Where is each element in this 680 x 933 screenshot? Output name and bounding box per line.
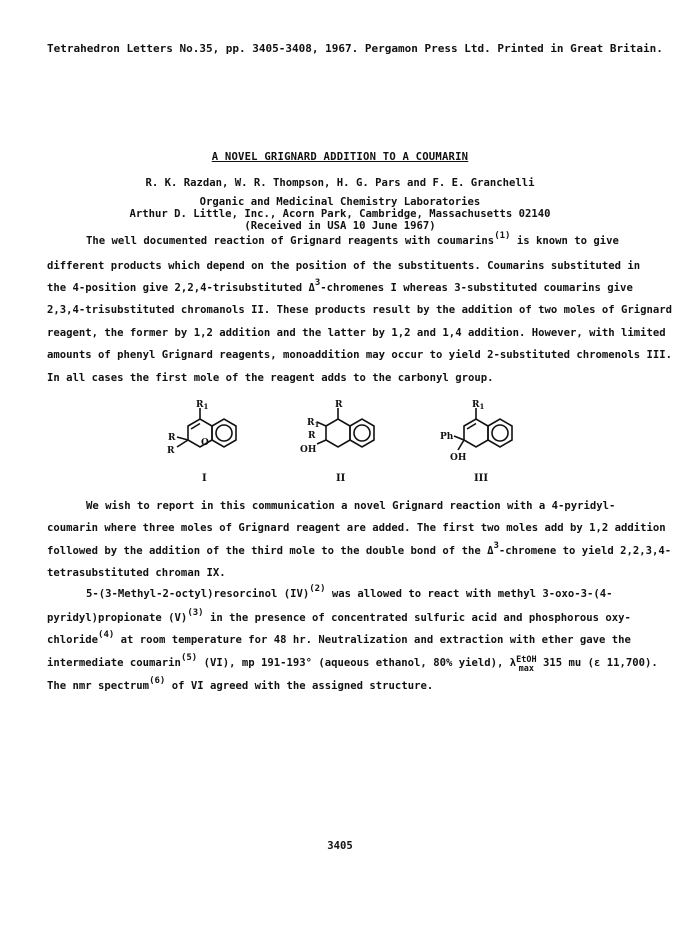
author-list: R. K. Razdan, W. R. Thompson, H. G. Pars and F. E. Granchelli [145,177,535,189]
structure-II-r1: $R_1$ [307,418,320,429]
p1-line-4: 2,3,4-trisubstituted chromanols II. These products result by the addition of two moles of Grignard [47,304,673,316]
structure-III-r1: $R_1$ [472,400,485,411]
structure-II-label: II [336,473,346,484]
p3-line-5: The nmr spectrum$^{(6)}$ of VI agreed with the assigned structure. [47,676,434,692]
ref-3: (3) [187,608,204,618]
p3-line-1: 5-(3-Methyl-2-octyl)resorcinol (IV)$^{(2)}$ was allowed to react with methyl 3-oxo-3-(4- [86,584,613,600]
ref-1: (1) [494,231,511,241]
article-title: A NOVEL GRIGNARD ADDITION TO A COUMARIN [211,151,469,163]
structure-I-chromene [150,398,260,468]
structure-III-ph: Ph [440,432,454,442]
p1-line-1: The well documented reaction of Grignard reagents with coumarins$^{(1)}$ is known to give [86,231,619,247]
journal-header: Tetrahedron Letters No.35, pp. 3405-3408, 1967. Pergamon Press Ltd. Printed in Great Britain. [47,42,663,55]
ref-4: (4) [98,630,115,640]
affiliation-address: Arthur D. Little, Inc., Acorn Park, Cambridge, Massachusetts 02140 [129,208,551,220]
structure-I-o: O [201,438,209,448]
structure-II-r-side: R [308,431,316,441]
page-number: 3405 [327,840,353,852]
structure-III-chromenol [428,398,538,468]
structure-I-r-b: R [167,446,175,456]
p1-line-2: different products which depend on the position of the substituents. Coumarins substituted in [47,260,641,272]
structure-III-label: III [474,473,489,484]
p2-line-3: followed by the addition of the third mole to the double bond of the $\Delta^3$-chromene to yield 2,2,3,4- [47,541,672,557]
p3-line-2: pyridyl)propionate $(V)^{(3)}$ in the presence of concentrated sulfuric acid and phosphorous oxy- [47,608,631,624]
p1-line-6: amounts of phenyl Grignard reagents, monoaddition may occur to yield 2-substituted chromenols III. [47,349,673,361]
p1-line-7: In all cases the first mole of the reagent adds to the carbonyl group. [47,372,494,384]
p3-line-4: intermediate coumarin$^{(5)}$ (VI), mp 191-193° (aqueous ethanol, 80% yield), λEtOH max 315 mu (ε 11,700). [47,653,658,674]
ref-5: (5) [180,653,198,663]
lambda-max-ethanol: EtOH max [516,655,537,674]
structure-I-r-a: R [168,433,176,443]
structure-II-r-top: R [335,400,343,410]
p3-line-3: chloride$^{(4)}$ at room temperature for 48 hr. Neutralization and extraction with ether gave the [47,630,631,646]
received-date: (Received in USA 10 June 1967) [244,220,436,232]
ref-6: (6) [149,676,166,686]
p2-line-4: tetrasubstituted chroman IX. [47,567,226,579]
p1-line-5: reagent, the former by 1,2 addition and the latter by 1,2 and 1,4 addition. However, with limited [47,327,666,339]
p2-line-2: coumarin where three moles of Grignard reagent are added. The first two moles add by 1,2 addition [47,522,666,534]
affiliation-lab: Organic and Medicinal Chemistry Laboratories [199,196,481,208]
p1-line-3: the 4-position give 2,2,4-trisubstituted $\Delta^3$-chromenes I whereas 3-substituted coumarins give [47,278,633,294]
structure-II-oh: OH [300,445,317,455]
structure-II-chromanol [290,398,400,468]
p2-line-1: We wish to report in this communication a novel Grignard reaction with a 4-pyridyl- [86,500,616,512]
structure-III-oh: OH [450,453,467,463]
ref-2: (2) [309,584,326,594]
structure-I-label: I [202,473,207,484]
structure-I-r1: $R_1$ [196,400,209,411]
